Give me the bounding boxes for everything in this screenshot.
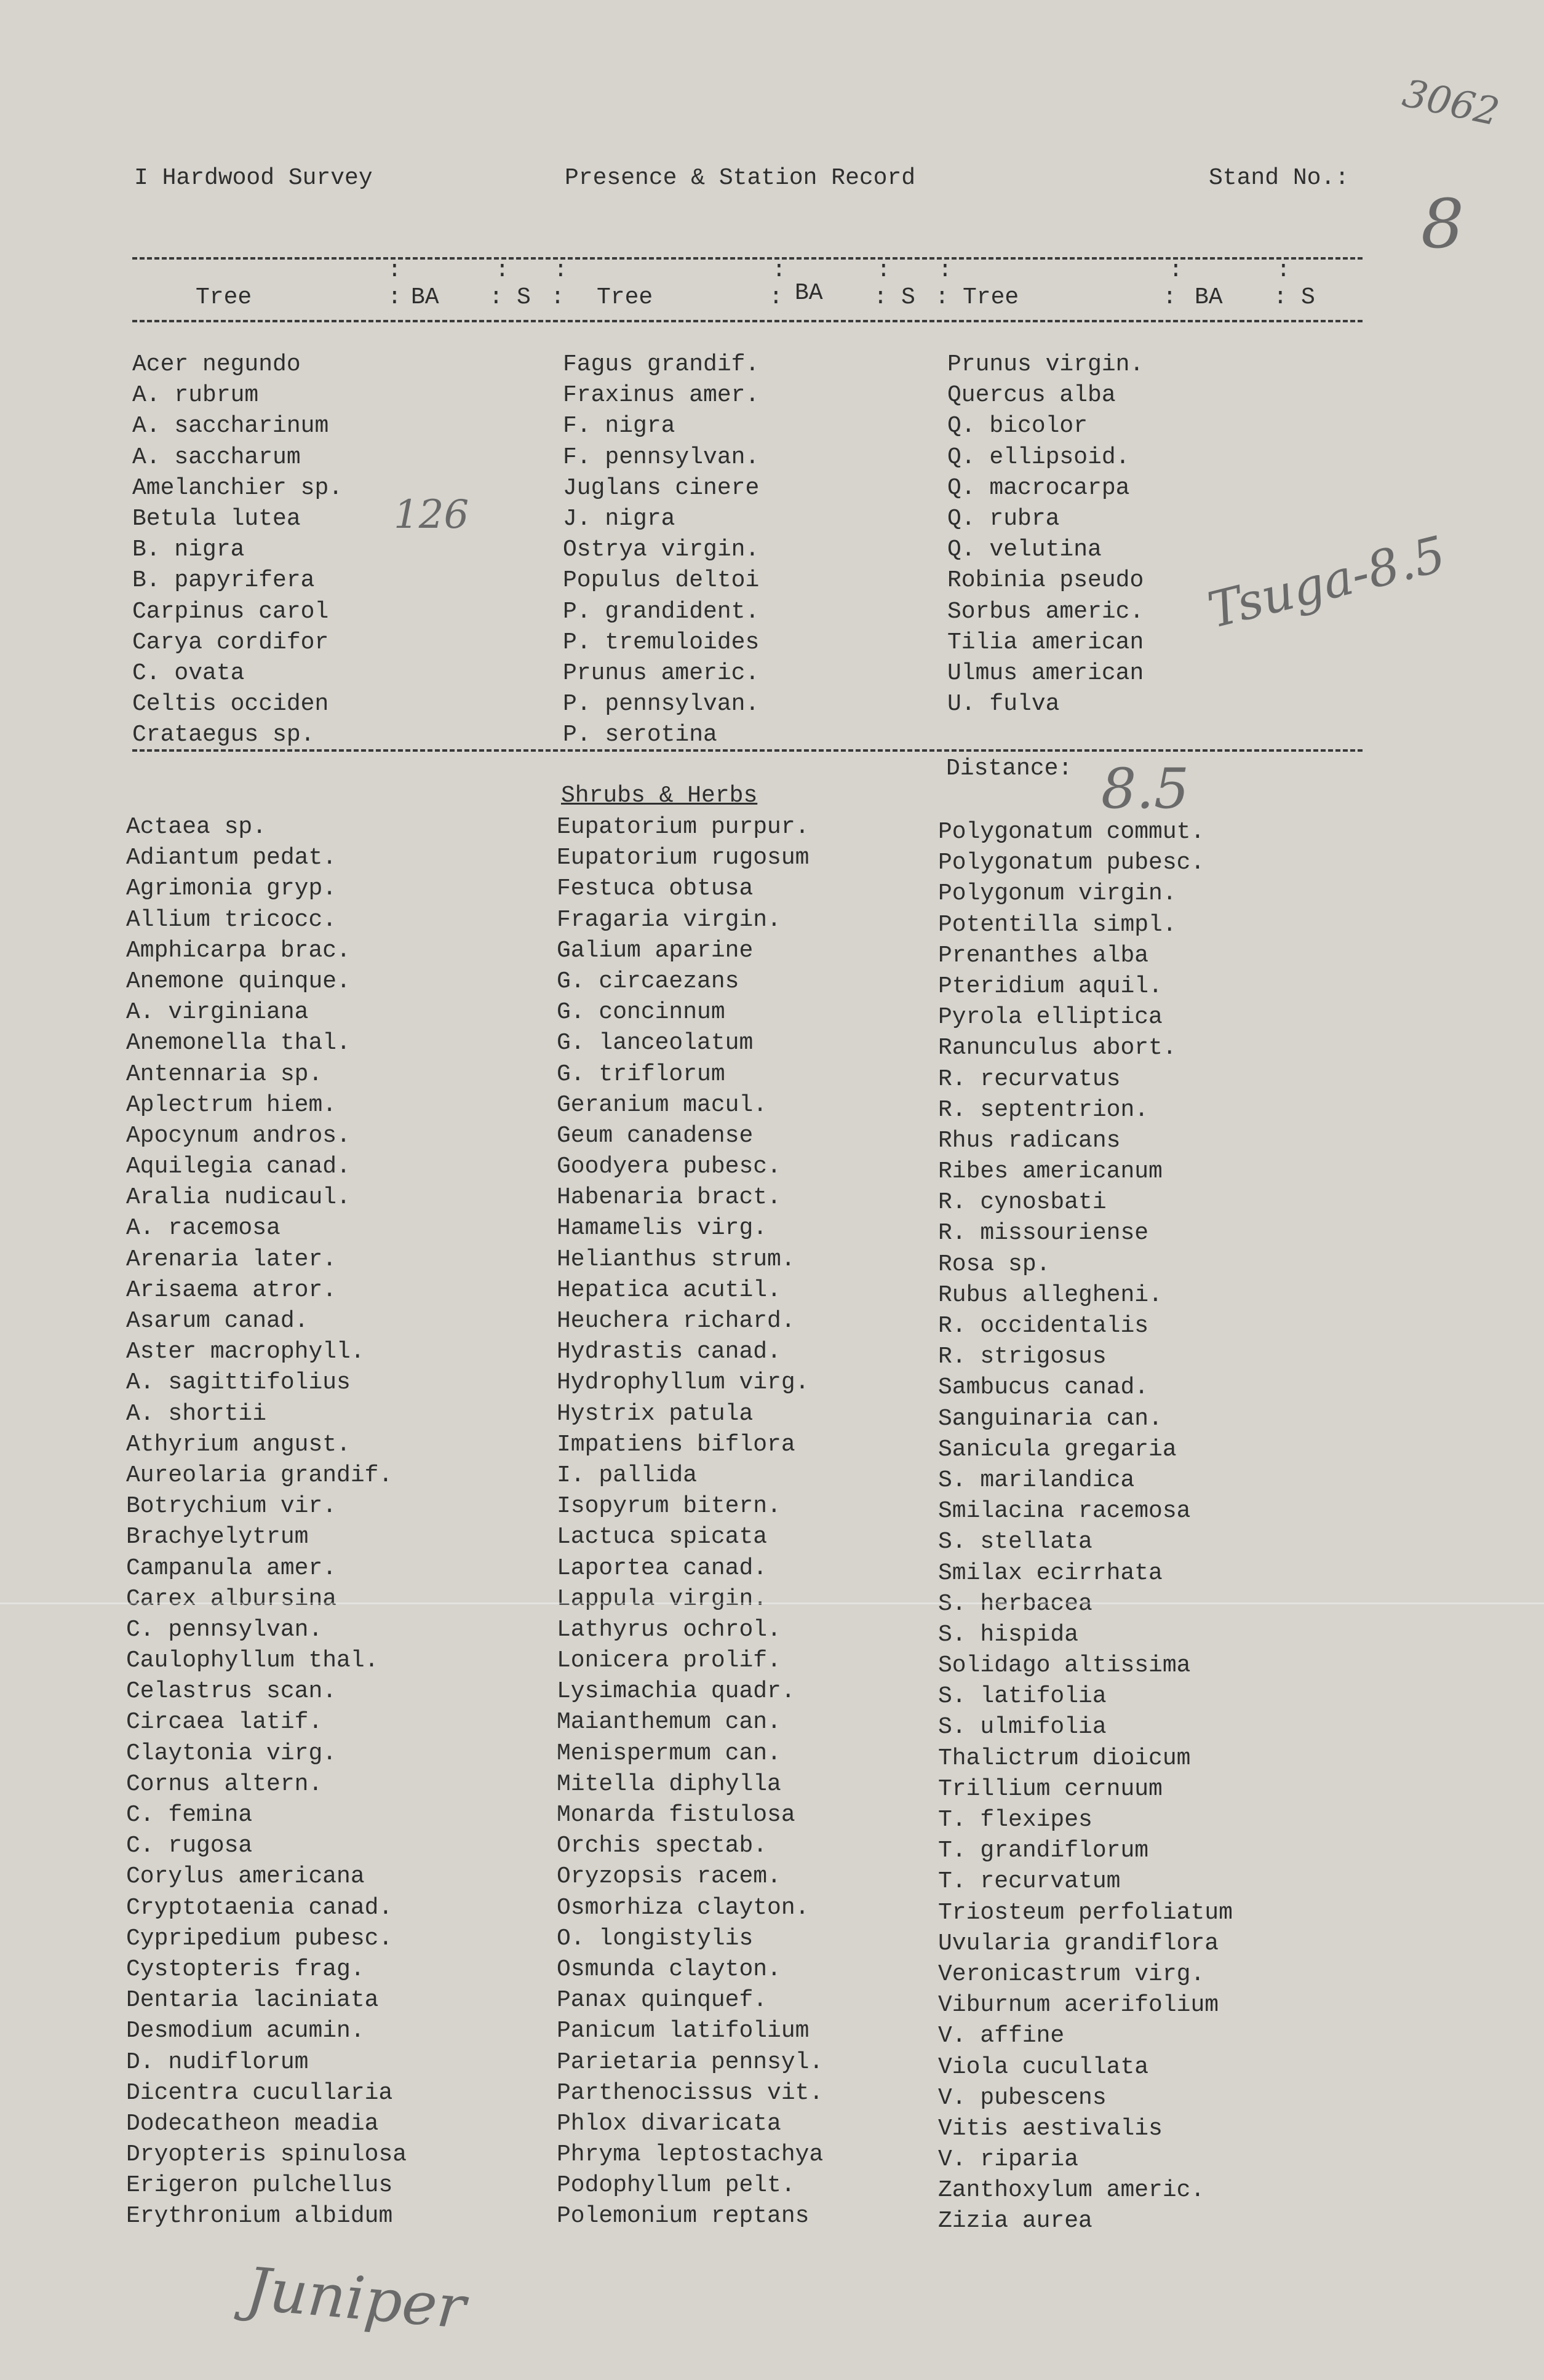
herb-species-item: Aster macrophyll.	[126, 1339, 365, 1366]
herb-species-item: Carex albursina	[126, 1585, 337, 1612]
herb-species-item: Cornus altern.	[126, 1770, 323, 1797]
herb-species-item: Athyrium angust.	[126, 1431, 351, 1458]
herb-species-item: Brachyelytrum	[126, 1524, 309, 1551]
herb-species-item: A. virginiana	[126, 999, 309, 1026]
herb-species-item: Aplectrum hiem.	[126, 1091, 337, 1118]
herb-species-item: Triosteum perfoliatum	[938, 1899, 1233, 1926]
herb-species-item: Dodecatheon meadia	[126, 2110, 379, 2137]
herb-species-item: Uvularia grandiflora	[938, 1930, 1219, 1957]
herb-species-item: Actaea sp.	[126, 814, 267, 840]
tree-header-1: Tree	[196, 284, 252, 311]
header-rule-bottom	[132, 320, 1363, 322]
herb-species-item: I. pallida	[557, 1462, 698, 1489]
herb-species-item: Dryopteris spinulosa	[126, 2141, 407, 2168]
herb-species-item: Smilax ecirrhata	[938, 1559, 1163, 1586]
tree-species-item: Ostrya virgin.	[563, 536, 760, 563]
herb-species-item: Geum canadense	[557, 1122, 754, 1149]
trees-herbs-rule	[132, 749, 1363, 752]
herb-species-item: Festuca obtusa	[557, 875, 754, 902]
stand-number-handwritten: 8	[1421, 185, 1464, 263]
column-separator: :	[495, 257, 509, 284]
tree-species-item: Juglans cinere	[563, 474, 760, 501]
herb-species-item: Pteridium aquil.	[938, 973, 1163, 1000]
herb-species-item: Asarum canad.	[126, 1308, 309, 1334]
herb-species-item: S. stellata	[938, 1529, 1092, 1556]
herb-species-item: Erigeron pulchellus	[126, 2172, 393, 2199]
column-separator: :	[551, 284, 565, 311]
tree-species-item: Q. bicolor	[947, 413, 1088, 440]
tree-species-item: Carya cordifor	[132, 629, 329, 656]
herb-species-item: Hydrophyllum virg.	[557, 1369, 810, 1396]
tree-species-item: A. saccharum	[132, 444, 301, 471]
s-header-2: S	[901, 284, 915, 311]
herb-species-item: Cryptotaenia canad.	[126, 1894, 393, 1921]
herb-list-col1	[126, 812, 407, 2232]
herb-species-item: Eupatorium purpur.	[557, 814, 810, 840]
herb-species-item: Viola cucullata	[938, 2053, 1149, 2080]
herb-species-item: C. rugosa	[126, 1833, 253, 1860]
tree-species-item: A. saccharinum	[132, 413, 329, 440]
ba-header-2: BA	[795, 280, 823, 306]
herb-species-item: Polemonium reptans	[557, 2203, 810, 2230]
herb-species-item: Pyrola elliptica	[938, 1004, 1163, 1031]
herb-species-item: T. recurvatum	[938, 1868, 1121, 1895]
herb-species-item: Mitella diphylla	[557, 1770, 781, 1797]
herb-species-item: R. occidentalis	[938, 1313, 1149, 1339]
tree-species-item: Carpinus carol	[132, 598, 329, 625]
tree-species-item: Sorbus americ.	[947, 598, 1144, 625]
tsuga-note-handwritten: Tsuga-8.5	[1202, 525, 1451, 640]
herb-species-item: Smilacina racemosa	[938, 1498, 1191, 1525]
herb-species-item: Lappula virgin.	[557, 1585, 768, 1612]
herb-list-col3	[938, 817, 1233, 2237]
column-separator: :	[877, 257, 891, 284]
herb-species-item: T. flexipes	[938, 1807, 1092, 1833]
herb-species-item: Isopyrum bitern.	[557, 1493, 781, 1520]
herb-species-item: Polygonatum pubesc.	[938, 850, 1205, 877]
herb-species-item: G. lanceolatum	[557, 1030, 754, 1057]
sheet-number-handwritten: 3062	[1399, 70, 1503, 135]
tree-header-3: Tree	[963, 284, 1019, 311]
herb-species-item: Lactuca spicata	[557, 1524, 768, 1551]
herb-species-item: Sambucus canad.	[938, 1374, 1149, 1401]
herb-species-item: Apocynum andros.	[126, 1122, 351, 1149]
herb-species-item: Osmorhiza clayton.	[557, 1894, 810, 1921]
herb-species-item: Eupatorium rugosum	[557, 845, 810, 872]
herb-species-item: Polygonatum commut.	[938, 819, 1205, 845]
tree-species-item: Amelanchier sp.	[132, 474, 343, 501]
column-separator: :	[1276, 257, 1291, 284]
herb-species-item: Hamamelis virg.	[557, 1215, 768, 1242]
column-separator: :	[388, 284, 402, 311]
s-header-1: S	[517, 284, 531, 311]
herb-species-item: T. grandiflorum	[938, 1837, 1149, 1865]
herb-species-item: Galium aparine	[557, 937, 754, 964]
herb-species-item: Maianthemum can.	[557, 1709, 781, 1736]
herb-species-item: Parthenocissus vit.	[557, 2079, 824, 2106]
herb-species-item: Oryzopsis racem.	[557, 1863, 781, 1890]
herb-species-item: Geranium macul.	[557, 1091, 768, 1118]
herb-species-item: Menispermum can.	[557, 1740, 781, 1767]
tree-species-item: U. fulva	[947, 691, 1060, 718]
herb-species-item: C. pennsylvan.	[126, 1616, 323, 1643]
herb-species-item: Heuchera richard.	[557, 1308, 795, 1334]
tree-species-item: Q. macrocarpa	[947, 474, 1130, 501]
herb-species-item: Sanicula gregaria	[938, 1436, 1177, 1463]
tree-species-item: J. nigra	[563, 505, 675, 532]
herb-species-item: Helianthus strum.	[557, 1246, 795, 1273]
ba-header-1: BA	[411, 284, 439, 311]
column-separator: :	[938, 257, 952, 284]
herb-species-item: Polygonum virgin.	[938, 880, 1177, 907]
distance-value-handwritten: 8.5	[1101, 757, 1190, 821]
herb-species-item: Ranunculus abort.	[938, 1035, 1177, 1062]
herb-species-item: Viburnum acerifolium	[938, 1992, 1219, 2019]
herb-species-item: Prenanthes alba	[938, 942, 1149, 969]
herb-species-item: Aureolaria grandif.	[126, 1462, 393, 1489]
herb-species-item: Sanguinaria can.	[938, 1405, 1163, 1432]
herb-species-item: S. marilandica	[938, 1467, 1135, 1494]
herb-species-item: A. sagittifolius	[126, 1369, 351, 1396]
herb-species-item: R. cynosbati	[938, 1189, 1107, 1216]
herb-species-item: R. septentrion.	[938, 1096, 1149, 1123]
herb-species-item: Agrimonia gryp.	[126, 875, 337, 902]
herb-species-item: R. missouriense	[938, 1220, 1149, 1247]
tree-species-item: B. nigra	[132, 536, 245, 563]
herb-species-item: Goodyera pubesc.	[557, 1153, 781, 1180]
tree-species-item: Q. velutina	[947, 536, 1102, 563]
paper-fold	[0, 1602, 1544, 1604]
herb-species-item: Vitis aestivalis	[938, 2115, 1163, 2142]
herb-species-item: Fragaria virgin.	[557, 906, 781, 933]
tree-species-item: Prunus americ.	[563, 659, 760, 687]
herb-species-item: Rubus allegheni.	[938, 1281, 1163, 1308]
herb-species-item: Celastrus scan.	[126, 1678, 337, 1705]
tree-species-item: Ulmus american	[947, 659, 1144, 687]
herb-species-item: Phlox divaricata	[557, 2110, 781, 2137]
herb-species-item: Panicum latifolium	[557, 2018, 810, 2045]
herb-species-item: Caulophyllum thal.	[126, 1647, 379, 1674]
herb-species-item: R. recurvatus	[938, 1065, 1121, 1092]
herb-species-item: Lysimachia quadr.	[557, 1678, 795, 1705]
herb-species-item: Monarda fistulosa	[557, 1802, 795, 1828]
herb-species-item: Phryma leptostachya	[557, 2141, 824, 2168]
tree-species-item: F. nigra	[563, 413, 675, 440]
tree-species-item: Fraxinus amer.	[563, 382, 760, 409]
herb-species-item: Impatiens biflora	[557, 1431, 795, 1458]
herb-species-item: Campanula amer.	[126, 1554, 337, 1582]
herb-species-item: Hydrastis canad.	[557, 1339, 781, 1366]
column-separator: :	[935, 284, 949, 311]
herb-species-item: Circaea latif.	[126, 1709, 323, 1736]
tree-species-item: P. grandident.	[563, 598, 760, 625]
herb-species-item: Zizia aurea	[938, 2208, 1092, 2235]
herb-species-item: Ribes americanum	[938, 1158, 1163, 1185]
tree-list-col1	[132, 349, 343, 750]
herb-species-item: Veronicastrum virg.	[938, 1960, 1205, 1988]
tree-species-item: P. pennsylvan.	[563, 691, 760, 718]
column-separator: :	[1163, 284, 1177, 311]
herb-species-item: S. ulmifolia	[938, 1714, 1107, 1741]
column-separator: :	[489, 284, 503, 311]
tree-species-item: F. pennsylvan.	[563, 444, 760, 471]
tree-species-item: Crataegus sp.	[132, 722, 315, 749]
herb-species-item: Corylus americana	[126, 1863, 365, 1890]
herb-species-item: V. affine	[938, 2023, 1065, 2050]
herb-species-item: Solidago altissima	[938, 1652, 1191, 1679]
herb-species-item: Dentaria laciniata	[126, 1987, 379, 2014]
herb-species-item: Anemone quinque.	[126, 968, 351, 995]
herb-list-col2	[557, 812, 823, 2232]
herb-species-item: Botrychium vir.	[126, 1493, 337, 1520]
herb-species-item: Orchis spectab.	[557, 1833, 768, 1860]
herb-species-item: Zanthoxylum americ.	[938, 2177, 1205, 2204]
ba-header-3: BA	[1195, 284, 1223, 311]
herb-species-item: G. circaezans	[557, 968, 739, 995]
herb-species-item: Cypripedium pubesc.	[126, 1925, 393, 1952]
tree-list-col2	[563, 349, 759, 750]
tree-species-item: Betula lutea	[132, 505, 301, 532]
distance-label: Distance:	[946, 755, 1073, 782]
herb-species-item: R. strigosus	[938, 1343, 1107, 1371]
herb-species-item: Laportea canad.	[557, 1554, 768, 1582]
herb-species-item: S. latifolia	[938, 1683, 1107, 1710]
herb-species-item: Trillium cernuum	[938, 1775, 1163, 1802]
column-separator: :	[1169, 257, 1183, 284]
survey-title: I Hardwood Survey	[134, 165, 373, 191]
herb-species-item: Habenaria bract.	[557, 1184, 781, 1211]
herb-species-item: Parietaria pennsyl.	[557, 2048, 824, 2076]
herb-species-item: Allium tricocc.	[126, 906, 337, 933]
herb-species-item: G. triflorum	[557, 1061, 725, 1088]
tree-species-item: B. papyrifera	[132, 567, 315, 594]
herb-species-item: Cystopteris frag.	[126, 1956, 365, 1983]
tree-species-item: Tilia american	[947, 629, 1144, 656]
herb-species-item: Arenaria later.	[126, 1246, 337, 1273]
tree-species-item: A. rubrum	[132, 382, 259, 409]
column-separator: :	[873, 284, 888, 311]
herb-species-item: Desmodium acumin.	[126, 2018, 365, 2045]
tree-species-item: Fagus grandif.	[563, 351, 760, 378]
tree-species-item: C. ovata	[132, 659, 245, 687]
herb-species-item: Adiantum pedat.	[126, 845, 337, 872]
herb-species-item: A. shortii	[126, 1400, 267, 1427]
herb-species-item: Erythronium albidum	[126, 2203, 393, 2230]
herb-species-item: V. pubescens	[938, 2084, 1107, 2111]
tree-species-item: Q. ellipsoid.	[947, 444, 1130, 471]
tree-species-item: Celtis occiden	[132, 691, 329, 718]
s-header-3: S	[1301, 284, 1315, 311]
herb-species-item: Aralia nudicaul.	[126, 1184, 351, 1211]
tree-species-item: Quercus alba	[947, 382, 1116, 409]
column-separator: :	[1273, 284, 1287, 311]
herb-species-item: Hepatica acutil.	[557, 1276, 781, 1303]
herb-species-item: Arisaema atror.	[126, 1276, 337, 1303]
record-title: Presence & Station Record	[565, 165, 916, 191]
tree-species-item: P. tremuloides	[563, 629, 760, 656]
herb-species-item: C. femina	[126, 1802, 253, 1828]
tree-species-item: Q. rubra	[947, 505, 1060, 532]
herb-species-item: Panax quinquef.	[557, 1987, 768, 2014]
column-separator: :	[769, 284, 783, 311]
tree-species-item: Prunus virgin.	[947, 351, 1144, 378]
herb-species-item: Podophyllum pelt.	[557, 2172, 795, 2199]
column-separator: :	[554, 257, 568, 284]
herb-species-item: Lathyrus ochrol.	[557, 1616, 781, 1643]
herb-species-item: O. longistylis	[557, 1925, 754, 1952]
tree-species-item: Robinia pseudo	[947, 567, 1144, 594]
herb-species-item: A. racemosa	[126, 1215, 281, 1242]
herb-species-item: Lonicera prolif.	[557, 1647, 781, 1674]
herb-species-item: Anemonella thal.	[126, 1030, 351, 1057]
tree-species-item: Populus deltoi	[563, 567, 760, 594]
herb-species-item: Thalictrum dioicum	[938, 1745, 1191, 1772]
herb-species-item: Potentilla simpl.	[938, 911, 1177, 938]
herb-species-item: Amphicarpa brac.	[126, 937, 351, 964]
herb-species-item: Hystrix patula	[557, 1400, 754, 1427]
herb-species-item: Claytonia virg.	[126, 1740, 337, 1767]
betula-note-handwritten: 126	[394, 492, 469, 538]
tree-species-item: P. serotina	[563, 722, 717, 749]
column-separator: :	[388, 257, 402, 284]
herb-species-item: V. riparia	[938, 2146, 1079, 2173]
tree-list-col3	[947, 349, 1144, 720]
herb-species-item: S. herbacea	[938, 1590, 1092, 1617]
herb-species-item: Osmunda clayton.	[557, 1956, 781, 1983]
herb-species-item: D. nudiflorum	[126, 2048, 309, 2076]
stand-number-label: Stand No.:	[1209, 165, 1350, 191]
shrubs-herbs-heading: Shrubs & Herbs	[561, 782, 758, 809]
herb-species-item: Antennaria sp.	[126, 1061, 323, 1088]
tree-species-item: Acer negundo	[132, 351, 301, 378]
herb-species-item: Rosa sp.	[938, 1251, 1051, 1278]
herb-species-item: G. concinnum	[557, 999, 725, 1026]
herb-species-item: Rhus radicans	[938, 1127, 1121, 1154]
herb-species-item: Aquilegia canad.	[126, 1153, 351, 1180]
bottom-note-handwritten: Juniper	[243, 2254, 469, 2342]
column-separator: :	[772, 257, 786, 284]
herb-species-item: S. hispida	[938, 1621, 1079, 1648]
tree-header-2: Tree	[597, 284, 653, 311]
herb-species-item: Dicentra cucullaria	[126, 2079, 393, 2106]
